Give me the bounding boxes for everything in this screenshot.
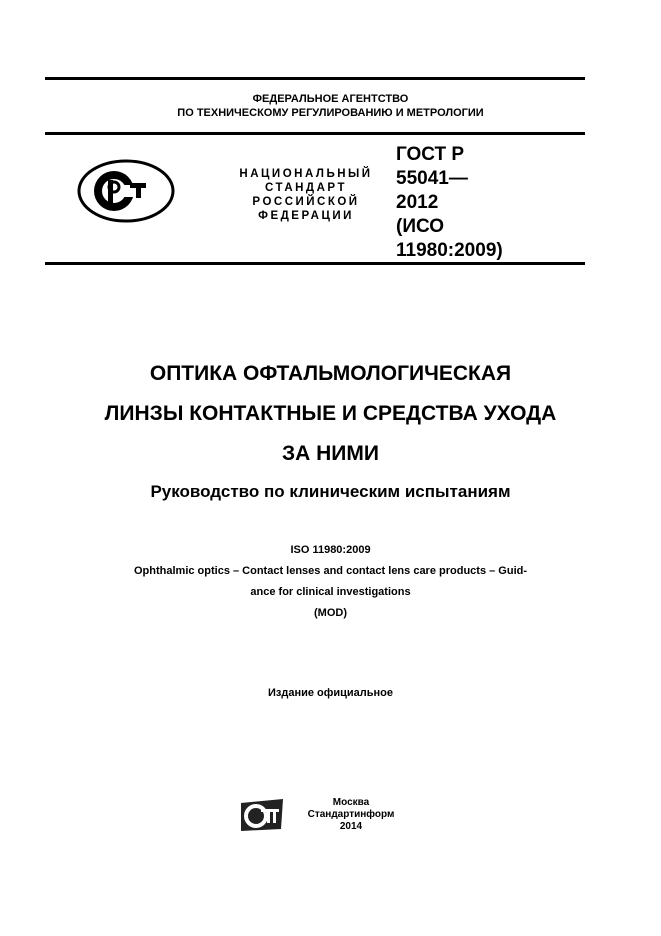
publisher-year: 2014 xyxy=(339,821,363,832)
iso-code: ISO 11980:2009 xyxy=(290,544,371,556)
designation-line: 11980:2009) xyxy=(396,240,503,261)
designation-line: 55041— xyxy=(396,168,468,189)
designation-line: (ИСО xyxy=(396,216,445,237)
standard-type xyxy=(224,167,388,223)
rule xyxy=(45,262,585,265)
standard-type-line: НАЦИОНАЛЬНЫЙ xyxy=(239,168,373,180)
title-line: ЗА НИМИ xyxy=(281,442,379,465)
rule xyxy=(45,132,585,135)
subtitle: Руководство по клиническим испытаниям xyxy=(150,482,511,501)
agency-line: ПО ТЕХНИЧЕСКОМУ РЕГУЛИРОВАНИЮ И МЕТРОЛОГИИ xyxy=(177,107,484,119)
iso-title: ance for clinical investigations xyxy=(250,586,411,598)
designation-line: 2012 xyxy=(396,192,439,213)
top-rule xyxy=(45,77,585,80)
title-line: ОПТИКА ОФТАЛЬМОЛОГИЧЕСКАЯ xyxy=(149,362,512,385)
iso-title: Ophthalmic optics – Contact lenses and contact lens care products – Guid- xyxy=(133,565,528,577)
agency-line: ФЕДЕРАЛЬНОЕ АГЕНТСТВО xyxy=(252,93,409,105)
title-line: ЛИНЗЫ КОНТАКТНЫЕ И СРЕДСТВА УХОДА xyxy=(104,402,557,425)
publisher-name: Стандартинформ xyxy=(307,809,395,820)
standard-type-line: СТАНДАРТ xyxy=(265,182,347,194)
standard-type-line: ФЕДЕРАЦИИ xyxy=(258,210,354,222)
standard-designation xyxy=(396,143,503,263)
designation-line: ГОСТ Р xyxy=(396,144,465,165)
edition-label: Издание официальное xyxy=(267,687,394,699)
iso-mod: (MOD) xyxy=(314,607,347,619)
iso-reference xyxy=(0,540,661,624)
publisher-city: Москва xyxy=(332,797,370,808)
standard-type-line: РОССИЙСКОЙ xyxy=(252,196,360,208)
standartinform-logo-icon xyxy=(239,797,289,833)
publisher xyxy=(296,797,406,833)
agency-name xyxy=(0,92,661,120)
gost-r-logo-icon xyxy=(76,158,176,224)
